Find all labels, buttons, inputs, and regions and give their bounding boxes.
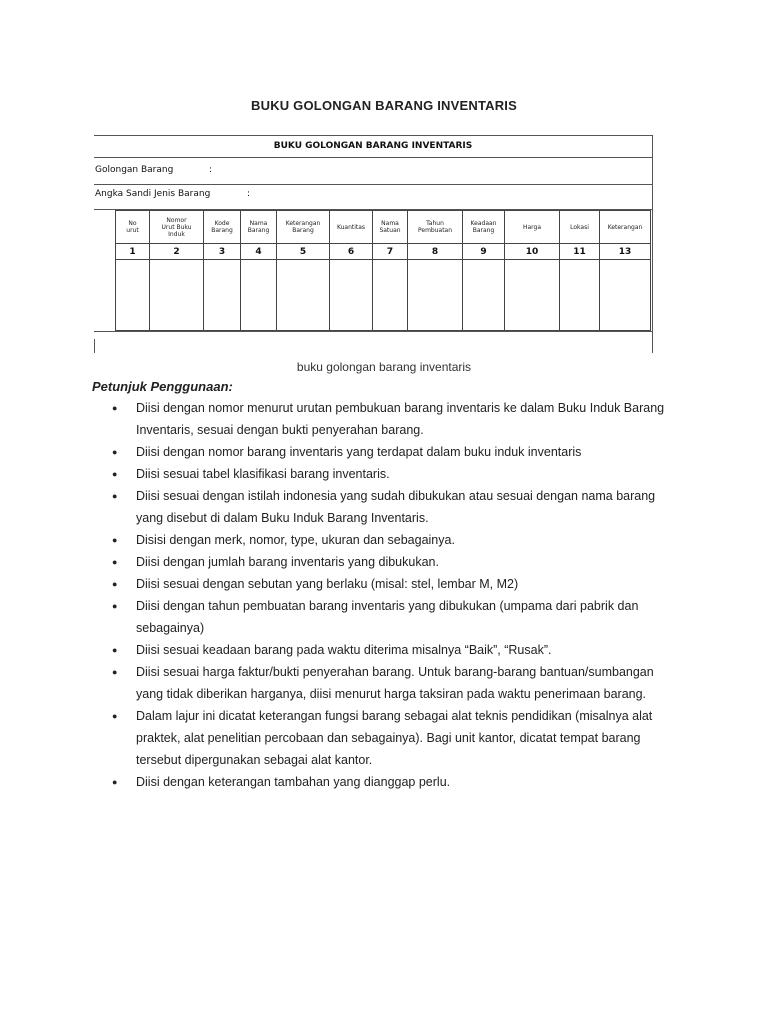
column-number: 8 [408,244,463,260]
instruction-item [0,595,680,639]
bullet-icon: ● [112,777,118,787]
column-header [277,211,330,244]
instruction-text: Diisi dengan nomor barang inventaris yang terdapat dalam buku induk inventaris [136,445,582,459]
column-header-line: Urut Buku [161,223,192,231]
column-header-line: Harga [522,223,542,231]
bullet-icon: ● [112,403,118,413]
column-header-line: Kode [214,220,230,227]
instruction-text: Dalam lajur ini dicatat keterangan fungsi barang sebagai alat teknis pendidikan (misalnya alat praktek, alat penelitian percobaan dan sebagainya). Bagi unit kantor, dicatat tempat barang tersebut dipergunakan sebagai alat kantor. [136,709,653,767]
grid-empty-row [116,260,651,331]
form-bottom-divider [94,331,653,332]
instruction-text: Diisi dengan tahun pembuatan barang inventaris yang dibukukan (umpama dari pabrik dan sebagainya) [136,599,639,635]
column-header-line: No [128,220,137,227]
bullet-icon: ● [112,535,118,545]
column-header-line: Nama [249,220,268,227]
empty-cell [408,260,463,331]
instruction-item [0,463,680,485]
column-number: 3 [204,244,241,260]
column-number: 1 [116,244,150,260]
instruction-item [0,771,680,793]
grid-number-row [116,244,651,260]
instruction-text: Diisi sesuai dengan sebutan yang berlaku (misal: stel, lembar M, M2) [136,577,519,591]
column-number: 13 [600,244,651,260]
figure-caption: buku golongan barang inventaris [296,360,472,374]
form-divider [94,157,653,158]
column-header [560,211,600,244]
instruction-text: Diisi sesuai harga faktur/bukti penyerahan barang. Untuk barang-barang bantuan/sumbangan yang tidak diberikan harganya, diisi menurut harga taksiran pada waktu penerimaan barang. [136,665,654,701]
empty-cell [463,260,505,331]
column-header [600,211,651,244]
instruction-item [0,529,680,551]
column-header-line: Barang [247,227,270,234]
bullet-icon: ● [112,491,118,501]
column-header [408,211,463,244]
instruction-text: Diisi dengan nomor menurut urutan pembukuan barang inventaris ke dalam Buku Induk Barang Inventaris, sesuai dengan bukti penyerahan barang. [136,401,665,437]
instruction-text: Diisi sesuai dengan istilah indonesia yang sudah dibukukan atau sesuai dengan nama barang yang disebut di dalam Buku Induk Barang Inventaris. [136,489,656,525]
instruction-text: Diisi dengan jumlah barang inventaris yang dibukukan. [136,555,439,569]
column-header-line: Induk [168,230,185,238]
instruction-item [0,397,680,441]
instructions-heading: Petunjuk Penggunaan: [92,379,233,394]
instruction-item [0,661,680,705]
field-golongan-barang [95,163,213,177]
field-label: Angka Sandi Jenis Barang [95,189,211,199]
instruction-item [0,441,680,463]
instruction-text: Diisi dengan keterangan tambahan yang dianggap perlu. [136,775,451,789]
field-colon: : [209,165,213,175]
column-header [204,211,241,244]
bullet-icon: ● [112,469,118,479]
instruction-text: Diisi sesuai keadaan barang pada waktu diterima misalnya “Baik”, “Rusak”. [136,643,552,657]
column-number: 5 [277,244,330,260]
empty-cell [600,260,651,331]
empty-cell [560,260,600,331]
column-header [330,211,373,244]
empty-cell [204,260,241,331]
column-number: 11 [560,244,600,260]
column-header-line: Nomor [166,216,187,224]
column-header-line: urut [126,227,139,234]
inventory-form-image [94,135,654,353]
instruction-item [0,485,680,529]
column-number: 9 [463,244,505,260]
bullet-icon: ● [112,447,118,457]
instruction-item [0,705,680,771]
empty-cell [116,260,150,331]
column-header [150,211,204,244]
column-number: 6 [330,244,373,260]
bullet-icon: ● [112,557,118,567]
instruction-item [0,639,680,661]
instruction-item [0,573,680,595]
bullet-icon: ● [112,579,118,589]
column-header-line: Pembuatan [417,227,453,234]
column-header [116,211,150,244]
column-header-line: Barang [211,227,233,234]
empty-cell [373,260,408,331]
column-header [241,211,277,244]
instruction-text: Disisi dengan merk, nomor, type, ukuran dan sebagainya. [136,533,455,547]
empty-cell [505,260,560,331]
empty-cell [150,260,204,331]
column-header [373,211,408,244]
bullet-icon: ● [112,601,118,611]
bullet-icon: ● [112,711,118,721]
column-header-line: Satuan [379,227,401,234]
column-header-line: Lokasi [570,223,589,231]
column-header-line: Keterangan [285,220,321,227]
instructions-list [0,397,768,793]
instruction-text: Diisi sesuai tabel klasifikasi barang inventaris. [136,467,390,481]
column-header-line: Kuantitas [336,223,366,231]
column-number: 7 [373,244,408,260]
field-colon: : [247,189,251,199]
empty-cell [277,260,330,331]
form-divider [94,184,653,185]
column-header-line: Barang [472,227,495,234]
column-number: 2 [150,244,204,260]
bullet-icon: ● [112,667,118,677]
form-edge [652,339,653,353]
column-number: 10 [505,244,560,260]
empty-cell [330,260,373,331]
field-angka-sandi [95,187,251,201]
instruction-item [0,551,680,573]
column-header-line: Tahun [426,220,444,227]
column-header [505,211,560,244]
empty-cell [241,260,277,331]
column-header-line: Barang [292,227,314,234]
form-edge [94,339,95,353]
field-label: Golongan Barang [95,165,174,175]
form-title: BUKU GOLONGAN BARANG INVENTARIS [273,141,473,151]
bullet-icon: ● [112,645,118,655]
grid-header-row [116,211,651,244]
column-header-line: Keterangan [607,223,643,231]
column-header-line: Nama [381,220,399,227]
column-header-line: Keadaan [470,220,497,227]
column-header [463,211,505,244]
form-grid [115,210,651,331]
document-title: BUKU GOLONGAN BARANG INVENTARIS [251,98,517,113]
column-number: 4 [241,244,277,260]
